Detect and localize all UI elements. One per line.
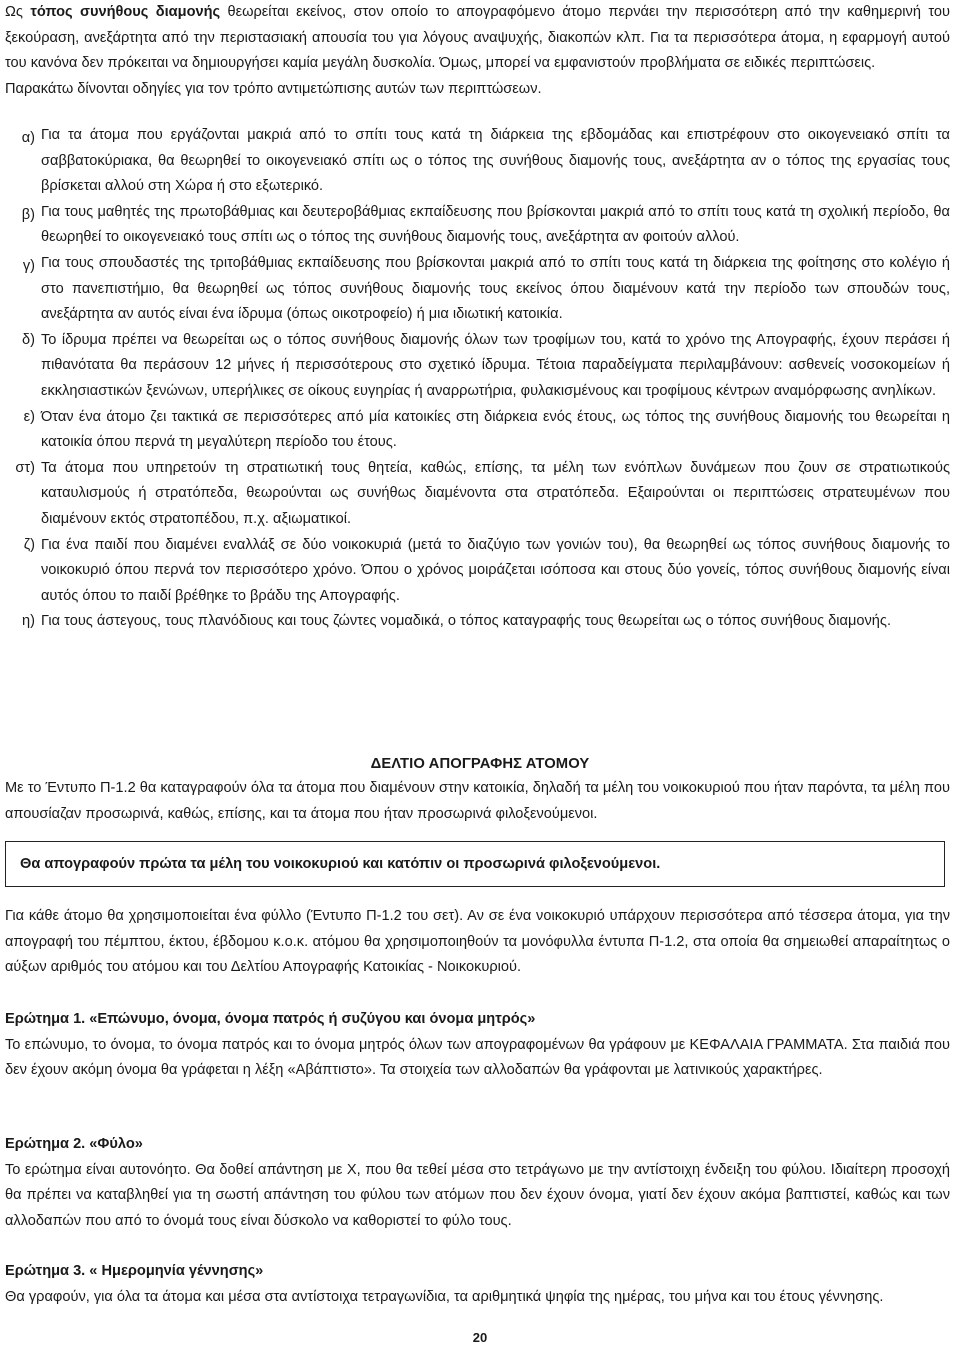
- list-item: [5, 456, 950, 533]
- intro-paragraph: [5, 0, 950, 77]
- intro-rest: θεωρείται εκείνος, στον οποίο το απογραφόμενο άτομο περνάει την περισσότερη από την καθημερινή του ξεκούραση, ανεξάρτητα από την περιστασιακή απουσία του για λόγους αναψυχής, διακοπών κλπ. Για τα περισσότερα άτομα, η εφαρμογή αυτού του κανόνα δεν πρόκειται να δημιουργήσει καμία μεγάλη δυσκολία. Όμως, μπορεί να εμφανιστούν προβλήματα σε ειδικές περιπτώσεις.: [5, 4, 950, 72]
- question-heading: [5, 1007, 950, 1033]
- list-item: [5, 251, 950, 328]
- cases-list: [0, 123, 960, 635]
- question-label: Ερώτημα 2.: [5, 1136, 86, 1152]
- question-label: Ερώτημα 3.: [5, 1263, 86, 1279]
- page-number: 20: [472, 1330, 488, 1345]
- list-text: Για τους σπουδαστές της τριτοβάθμιας εκπαίδευσης που βρίσκονται μακριά από το σπίτι τους κατά τη διάρκεια της φοίτησης στο κολέγιο ή στο πανεπιστήμιο, θα θεωρηθεί ως τόπος συνήθους διαμονής τους εκείνος όπου διαμένουν κατά την περίοδο των σπουδών τους, ανεξάρτητα αν αυτός είναι ένα ίδρυμα (όπως οικοτροφείο) ή μια ιδιωτική κατοικία.: [41, 254, 950, 323]
- question-title: «Επώνυμο, όνομα, όνομα πατρός ή συζύγου και όνομα μητρός»: [85, 1011, 536, 1027]
- question-text: Το επώνυμο, το όνομα, το όνομα πατρός και το όνομα μητρός όλων των απογραφομένων θα γράφουν με ΚΕΦΑΛΑΙΑ ΓΡΑΜΜΑΤΑ. Στα παιδιά που δεν έχουν ακόμη όνομα θα γράφεται η λέξη «Αβάπτιστο». Τα στοιχεία των αλλοδαπών θα γράφονται με λατινικούς χαρακτήρες.: [5, 1036, 950, 1079]
- list-marker: γ): [22, 257, 35, 274]
- question-label: Ερώτημα 1.: [5, 1011, 86, 1027]
- question-title: « Ημερομηνία γέννησης»: [85, 1263, 264, 1279]
- question-2: [0, 1132, 960, 1234]
- intro-lead: Ως: [5, 4, 31, 20]
- list-item: [5, 200, 950, 251]
- list-text: Το ίδρυμα πρέπει να θεωρείται ως ο τόπος συνήθους διαμονής όλων των τροφίμων του, κατά το χρόνο της Απογραφής, έχουν περάσει ή πιθανότατα θα περάσουν 12 μήνες ή περισσότερους στο σχετικό ίδρυμα. Τέτοια παραδείγματα περιλαμβάνουν: ασθενείς νοσοκομείων ή εκκλησιαστικών ξενώνων, υπερήλικες σε οίκους ευγηρίας ή αναρρωτήρια, φυλακισμένους και τροφίμους κέντρων αναμόρφωσης ανηλίκων.: [41, 331, 950, 399]
- list-item: [5, 123, 950, 200]
- list-marker: α): [21, 130, 35, 146]
- list-text: Για τους άστεγους, τους πλανόδιους και τους ζώντες νομαδικά, ο τόπος καταγραφής τους θεωρείται ως ο τόπος συνήθους διαμονής.: [41, 613, 892, 630]
- list-item: [5, 328, 950, 405]
- question-text: Το ερώτημα είναι αυτονόητο. Θα δοθεί απάντηση με Χ, που θα τεθεί μέσα στο τετράγωνο με την αντίστοιχη ένδειξη του φύλου. Ιδιαίτερη προσοχή θα πρέπει να καταβληθεί για τη σωστή απάντηση του φύλου των ατόμων που δεν έχουν όνομα, γιατί δεν έχουν ακόμα βαπτιστεί, καθώς και των αλλοδαπών που από το όνομά τους είναι δύσκολο να καθοριστεί το φύλο τους.: [5, 1161, 950, 1229]
- list-item: [5, 405, 950, 456]
- list-text: Για τα άτομα που εργάζονται μακριά από το σπίτι τους κατά τη διάρκεια της εβδομάδας και επιστρέφουν στο οικογενειακό σπίτι τα σαββατοκύριακα, θα θεωρηθεί το οικογενειακό σπίτι ως ο τόπος της συνήθους διαμονής τους, ανεξάρτητα αν ο τόπος της εργασίας τους βρίσκεται αλλού στη Χώρα ή στο εξωτερικό.: [41, 127, 950, 195]
- question-1: [0, 1007, 960, 1084]
- list-text: Τα άτομα που υπηρετούν τη στρατιωτική τους θητεία, καθώς, επίσης, τα μέλη των ενόπλων δυνάμεων που ζουν σε στρατιωτικούς καταυλισμούς ή στρατόπεδα, θεωρούνται ως συνήθως διαμένοντα στα στρατόπεδα. Εξαιρούνται οι περιπτώσεις στρατευμένων που διαμένουν εκτός στρατοπέδου, π.χ. αξιωματικοί.: [41, 459, 950, 527]
- list-marker: δ): [22, 331, 35, 348]
- section-title: ΔΕΛΤΙΟ ΑΠΟΓΡΑΦΗΣ ΑΤΟΜΟΥ: [370, 756, 590, 772]
- list-text: Όταν ένα άτομο ζει τακτικά σε περισσότερες από μία κατοικίες στη διάρκεια ενός έτους, ως τόπος της συνήθους διαμονής του θεωρείται η κατοικία όπου περνά τη μεγαλύτερη περίοδο του έτους.: [41, 408, 950, 451]
- list-marker: ζ): [23, 536, 35, 553]
- list-item: [5, 533, 950, 610]
- intro-guidance: Παρακάτω δίνονται οδηγίες για τον τρόπο αντιμετώπισης αυτών των περιπτώσεων.: [5, 80, 542, 97]
- question-heading: [5, 1132, 950, 1158]
- question-text: Θα γραφούν, για όλα τα άτομα και μέσα στα αντίστοιχα τετραγωνίδια, τα αριθμητικά ψηφία της ημέρας, του μήνα και του έτους γέννησης.: [5, 1288, 884, 1305]
- list-marker: στ): [15, 459, 35, 476]
- list-marker: η): [22, 613, 35, 630]
- list-marker: β): [21, 206, 35, 223]
- form-usage-paragraph: Για κάθε άτομο θα χρησιμοποιείται ένα φύλλο (Έντυπο Π-1.2 του σετ). Αν σε ένα νοικοκυριό υπάρχουν περισσότερα από τέσσερα άτομα, για την απογραφή του πέμπτου, έκτου, έβδομου κ.ο.κ. ατόμου θα χρησιμοποιηθούν τα μονόφυλλα έντυπα Π-1.2, στα οποία θα σημειωθεί απαραίτητως ο αύξων αριθμός του ατόμου και του Δελτίου Απογραφής Κατοικίας - Νοικοκυριού.: [5, 908, 950, 976]
- form-usage-section: [0, 904, 960, 981]
- section-intro: [0, 776, 960, 827]
- list-text: Για ένα παιδί που διαμένει εναλλάξ σε δύο νοικοκυριά (μετά το διαζύγιο των γονιών του), θα θεωρηθεί ως τόπος συνήθους διαμονής το νοικοκυριό όπου περνά τον περισσότερο χρόνο. Όπου ο χρόνος μοιράζεται ισόποσα και στους δύο γονείς, τόπος συνήθους διαμονής είναι αυτός όπου το παιδί βρέθηκε το βράδυ της Απογραφής.: [41, 536, 950, 604]
- notice-box: Θα απογραφούν πρώτα τα μέλη του νοικοκυριού και κατόπιν οι προσωρινά φιλοξενούμενοι.: [5, 841, 945, 887]
- question-title: «Φύλο»: [85, 1136, 143, 1152]
- list-item: [5, 609, 950, 635]
- list-marker: ε): [23, 408, 35, 425]
- intro-section: [0, 0, 960, 102]
- section-paragraph: Με το Έντυπο Π-1.2 θα καταγραφούν όλα τα άτομα που διαμένουν στην κατοικία, δηλαδή τα μέλη του νοικοκυριού που ήταν παρόντα, τα μέλη που απουσίαζαν προσωρινά, καθώς, επίσης, και τα άτομα που ήταν προσωρινά φιλοξενούμενοι.: [5, 780, 950, 822]
- question-3: [0, 1259, 960, 1310]
- intro-term: τόπος συνήθους διαμονής: [30, 4, 221, 20]
- question-heading: [5, 1259, 950, 1285]
- list-text: Για τους μαθητές της πρωτοβάθμιας και δευτεροβάθμιας εκπαίδευσης που βρίσκονται μακριά από το σπίτι τους κατά τη σχολική περίοδο, θα θεωρηθεί το οικογενειακό τους σπίτι ως ο τόπος της συνήθους διαμονής τους, ανεξάρτητα αν φοιτούν αλλού.: [41, 203, 950, 246]
